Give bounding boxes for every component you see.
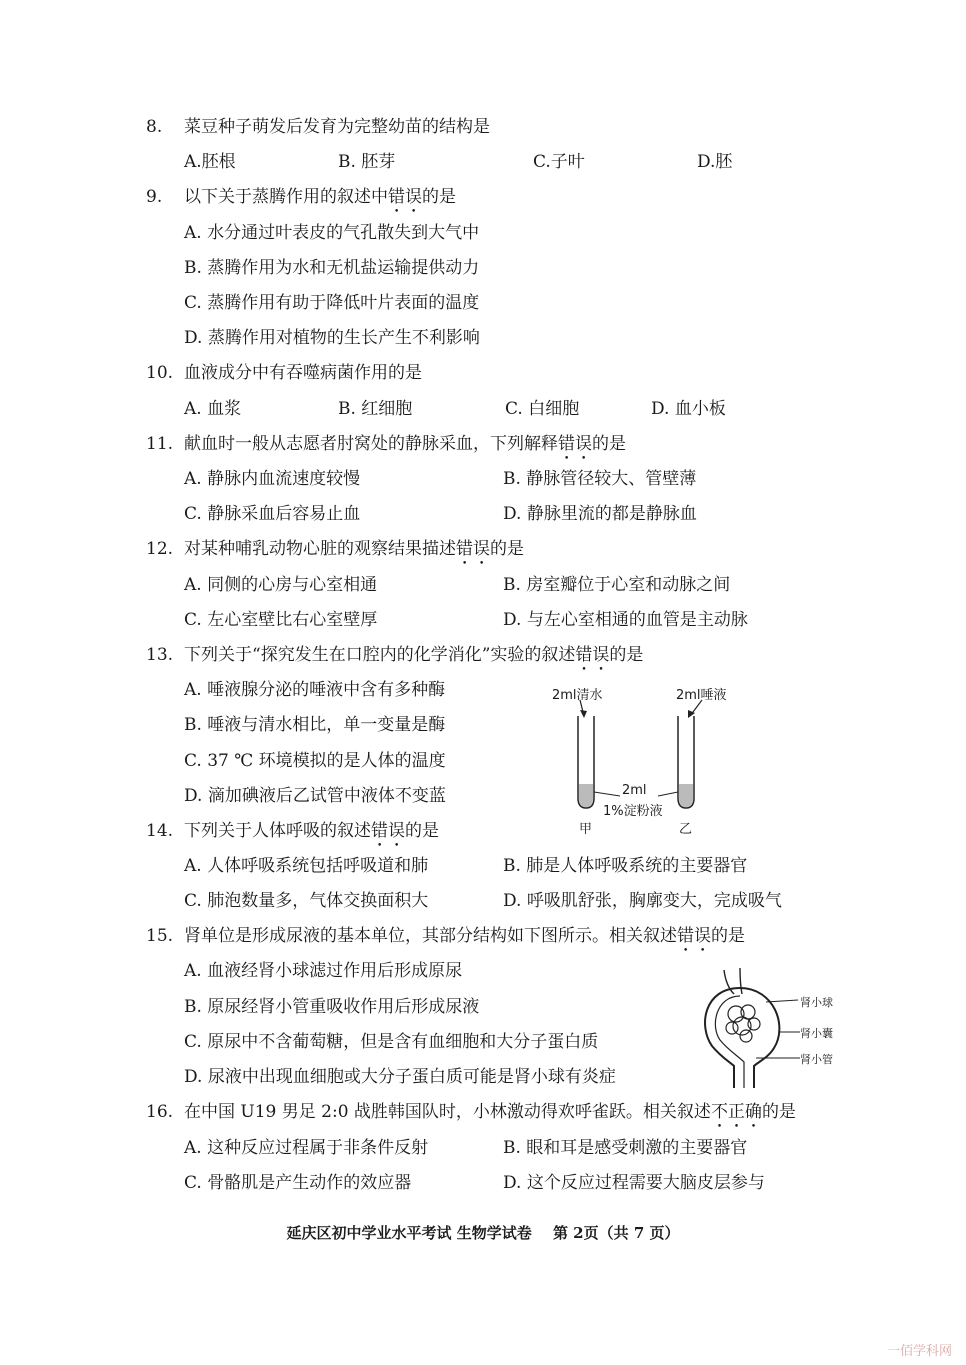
q12-option-a: A. 同侧的心房与心室相通 <box>184 575 378 595</box>
efferent-arteriole <box>740 968 742 994</box>
pointer-glomerulus <box>766 1000 798 1002</box>
q15-option-c: C. 原尿中不含葡萄糖，但是含有血细胞和大分子蛋白质 <box>184 1032 599 1052</box>
tube-yi-liquid <box>679 784 693 807</box>
page-footer <box>0 1222 966 1243</box>
pointer-left <box>594 792 620 796</box>
q9-stem: 以下关于蒸腾作用的叙述中错误的是 <box>184 187 456 207</box>
q12-option-b: B. 房室瓣位于心室和动脉之间 <box>503 575 731 595</box>
q14-option-b: B. 肺是人体呼吸系统的主要器官 <box>503 856 748 876</box>
q12-number: 12. <box>146 539 174 559</box>
q13-option-c: C. 37 ℃ 环境模拟的是人体的温度 <box>184 751 446 771</box>
footer-page-number: 第 2页（共 7 页） <box>552 1224 680 1242</box>
q11-stem: 献血时一般从志愿者肘窝处的静脉采血，下列解释错误的是 <box>184 434 626 454</box>
q16-option-c: C. 骨骼肌是产生动作的效应器 <box>184 1173 412 1193</box>
q14-option-a: A. 人体呼吸系统包括呼吸道和肺 <box>184 856 429 876</box>
q10-stem: 血液成分中有吞噬病菌作用的是 <box>184 363 422 383</box>
q15-stem: 肾单位是形成尿液的基本单位，其部分结构如下图所示。相关叙述错误的是 <box>184 926 745 946</box>
fig13-label-saliva: 2ml唾液 <box>676 688 727 703</box>
watermark: 一佰学科网 <box>886 1344 952 1359</box>
q9-number: 9. <box>146 187 163 207</box>
q8-stem: 菜豆种子萌发后发育为完整幼苗的结构是 <box>184 117 490 137</box>
q13-stem: 下列关于“探究发生在口腔内的化学消化”实验的叙述错误的是 <box>184 645 644 665</box>
q11-option-d: D. 静脉里流的都是静脉血 <box>503 504 697 524</box>
fig15-label-capsule: 肾小囊 <box>800 1027 833 1040</box>
q9-option-c: C. 蒸腾作用有助于降低叶片表面的温度 <box>184 293 480 313</box>
fig15-label-glomerulus: 肾小球 <box>800 996 833 1009</box>
q14-option-c: C. 肺泡数量多，气体交换面积大 <box>184 891 429 911</box>
q15-option-b: B. 原尿经肾小管重吸收作用后形成尿液 <box>184 997 480 1017</box>
q16-number: 16. <box>146 1102 174 1122</box>
q15-option-d: D. 尿液中出现血细胞或大分子蛋白质可能是肾小球有炎症 <box>184 1067 616 1087</box>
q8-option-a: A.胚根 <box>184 152 236 172</box>
arrow-water-head <box>580 710 587 718</box>
q10-number: 10. <box>146 363 174 383</box>
q16-option-b: B. 眼和耳是感受刺激的主要器官 <box>503 1138 748 1158</box>
q11-number: 11. <box>146 434 174 454</box>
bowman-capsule-right <box>740 988 779 1088</box>
q8-number: 8. <box>146 117 163 137</box>
fig13-label-volume: 2ml <box>622 783 647 798</box>
q10-option-b: B. 红细胞 <box>338 399 413 419</box>
q9-option-b: B. 蒸腾作用为水和无机盐运输提供动力 <box>184 258 480 278</box>
q8-option-c: C.子叶 <box>533 152 585 172</box>
q12-stem: 对某种哺乳动物心脏的观察结果描述错误的是 <box>184 539 524 559</box>
q9-option-a: A. 水分通过叶表皮的气孔散失到大气中 <box>184 223 480 243</box>
footer-exam-title: 延庆区初中学业水平考试 生物学试卷 <box>286 1224 532 1242</box>
q10-option-c: C. 白细胞 <box>505 399 580 419</box>
q14-option-d: D. 呼吸肌舒张，胸廓变大，完成吸气 <box>503 891 782 911</box>
tube-jia-liquid <box>579 784 593 807</box>
q11-option-a: A. 静脉内血流速度较慢 <box>184 469 361 489</box>
q10-option-a: A. 血浆 <box>184 399 242 419</box>
q8-option-d: D.胚 <box>697 152 733 172</box>
fig13-label-yi: 乙 <box>679 822 693 837</box>
q15-number: 15. <box>146 926 174 946</box>
q12-option-c: C. 左心室壁比右心室壁厚 <box>184 610 378 630</box>
nephron-figure <box>694 966 804 1090</box>
q8-option-b: B. 胚芽 <box>338 152 396 172</box>
q14-number: 14. <box>146 821 174 841</box>
q16-option-d: D. 这个反应过程需要大脑皮层参与 <box>503 1173 765 1193</box>
q13-option-d: D. 滴加碘液后乙试管中液体不变蓝 <box>184 786 446 806</box>
q13-number: 13. <box>146 645 174 665</box>
fig13-label-water: 2ml清水 <box>552 688 603 703</box>
q12-option-d: D. 与左心室相通的血管是主动脉 <box>503 610 748 630</box>
q13-option-a: A. 唾液腺分泌的唾液中含有多种酶 <box>184 680 446 700</box>
fig15-label-tubule: 肾小管 <box>800 1053 833 1066</box>
q13-option-b: B. 唾液与清水相比，单一变量是酶 <box>184 715 446 735</box>
glomerulus <box>726 1005 760 1042</box>
pointer-right <box>658 792 678 796</box>
q11-option-c: C. 静脉采血后容易止血 <box>184 504 361 524</box>
q16-option-a: A. 这种反应过程属于非条件反射 <box>184 1138 429 1158</box>
q9-option-d: D. 蒸腾作用对植物的生长产生不利影响 <box>184 328 480 348</box>
q16-stem: 在中国 U19 男足 2:0 战胜韩国队时，小林激动得欢呼雀跃。相关叙述不正确的是 <box>184 1102 796 1122</box>
q14-stem: 下列关于人体呼吸的叙述错误的是 <box>184 821 439 841</box>
q10-option-d: D. 血小板 <box>651 399 726 419</box>
q11-option-b: B. 静脉管径较大、管壁薄 <box>503 469 697 489</box>
q15-option-a: A. 血液经肾小球滤过作用后形成原尿 <box>184 961 463 981</box>
fig13-label-jia: 甲 <box>579 822 593 837</box>
fig13-label-starch: 1%淀粉液 <box>603 804 663 819</box>
